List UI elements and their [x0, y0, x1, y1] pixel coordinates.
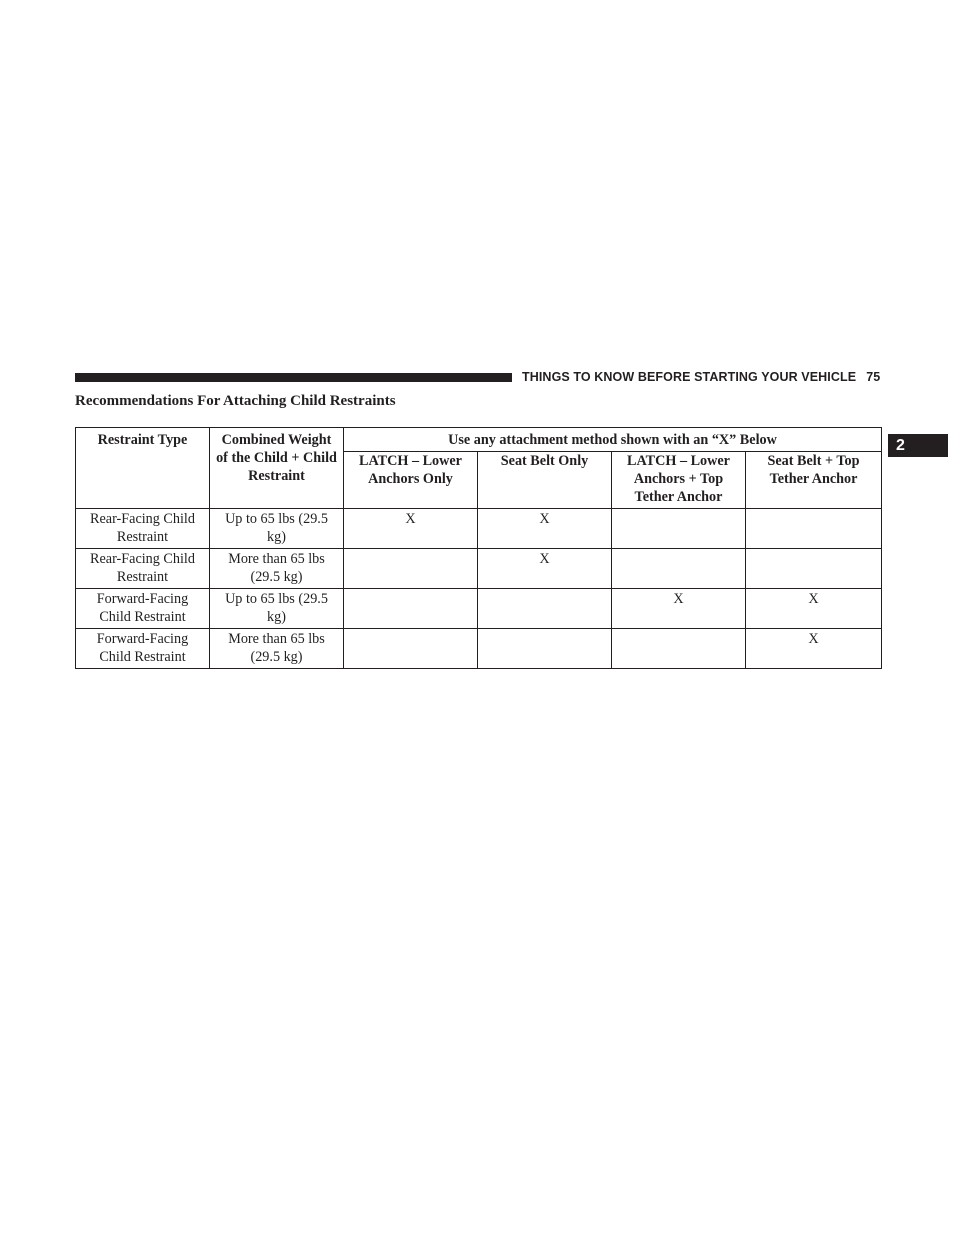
cell-weight: Up to 65 lbs (29.5 kg) — [210, 509, 344, 549]
header-method-seat-belt: Seat Belt Only — [478, 452, 612, 509]
header-attachment-group: Use any attachment method shown with an “X” Below — [344, 428, 882, 452]
cell-mark: X — [746, 629, 882, 669]
cell-mark — [478, 589, 612, 629]
page-number: 75 — [866, 370, 881, 384]
header-restraint-type: Restraint Type — [76, 428, 210, 509]
cell-weight: More than 65 lbs (29.5 kg) — [210, 629, 344, 669]
table-header-row — [76, 428, 882, 452]
cell-mark — [478, 629, 612, 669]
header-combined-weight: Combined Weight of the Child + Child Restraint — [210, 428, 344, 509]
table-row — [76, 629, 882, 669]
cell-restraint-type: Forward-Facing Child Restraint — [76, 589, 210, 629]
cell-mark — [344, 549, 478, 589]
cell-weight: More than 65 lbs (29.5 kg) — [210, 549, 344, 589]
cell-mark: X — [612, 589, 746, 629]
cell-restraint-type: Forward-Facing Child Restraint — [76, 629, 210, 669]
cell-mark: X — [478, 509, 612, 549]
cell-mark: X — [478, 549, 612, 589]
child-restraint-table — [75, 427, 882, 669]
table-row — [76, 589, 882, 629]
cell-weight: Up to 65 lbs (29.5 kg) — [210, 589, 344, 629]
running-header — [522, 370, 880, 385]
table-row — [76, 509, 882, 549]
header-method-latch-lower: LATCH – Lower Anchors Only — [344, 452, 478, 509]
cell-mark — [746, 509, 882, 549]
cell-mark — [612, 509, 746, 549]
cell-mark — [344, 589, 478, 629]
cell-mark — [612, 629, 746, 669]
cell-restraint-type: Rear-Facing Child Restraint — [76, 509, 210, 549]
cell-restraint-type: Rear-Facing Child Restraint — [76, 549, 210, 589]
section-title: Recommendations For Attaching Child Restraints — [75, 393, 396, 409]
header-rule — [75, 373, 512, 382]
cell-mark — [612, 549, 746, 589]
header-method-latch-top-tether: LATCH – Lower Anchors + Top Tether Anchor — [612, 452, 746, 509]
cell-mark — [746, 549, 882, 589]
table-row — [76, 549, 882, 589]
chapter-tab: 2 — [888, 434, 948, 457]
cell-mark — [344, 629, 478, 669]
header-method-seat-belt-top-tether: Seat Belt + Top Tether Anchor — [746, 452, 882, 509]
cell-mark: X — [746, 589, 882, 629]
running-title: THINGS TO KNOW BEFORE STARTING YOUR VEHICLE — [522, 370, 857, 384]
cell-mark: X — [344, 509, 478, 549]
